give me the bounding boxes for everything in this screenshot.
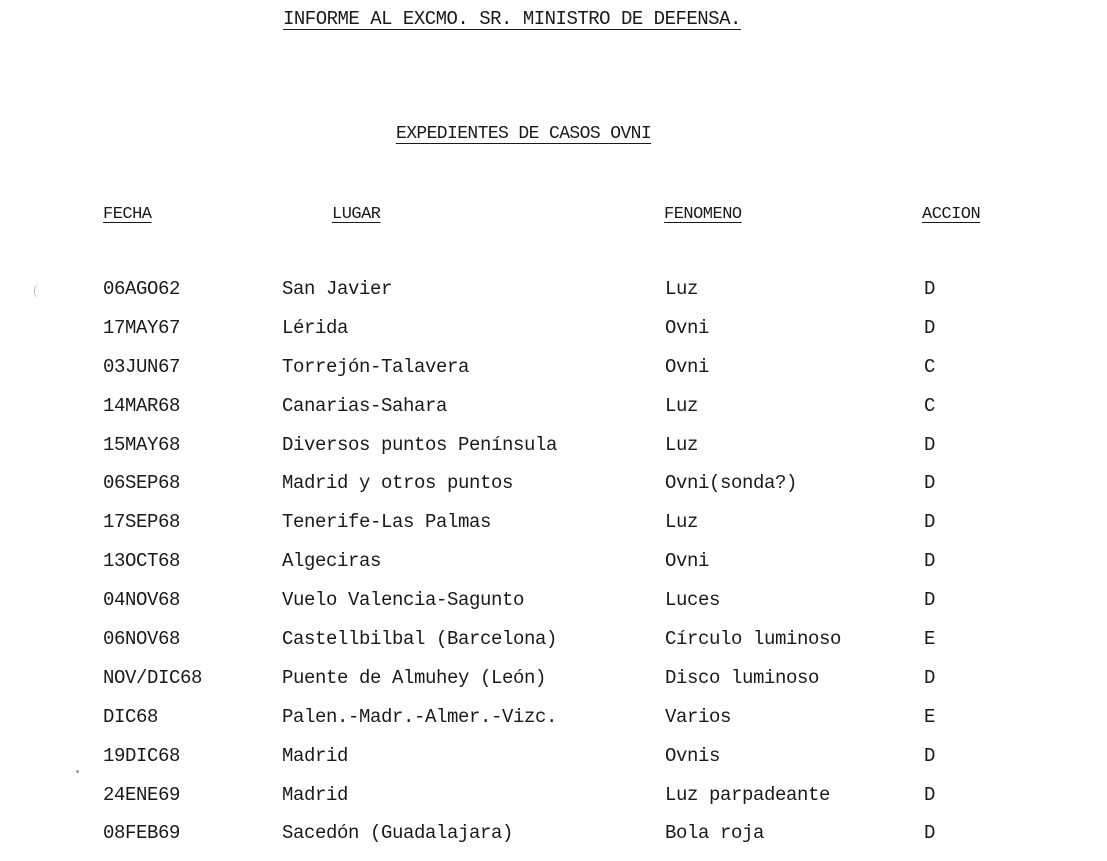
cell-fenomeno: Luz — [665, 433, 699, 456]
cell-accion: D — [924, 433, 936, 456]
cell-lugar: Madrid y otros puntos — [282, 472, 514, 495]
cell-fecha: 06AGO62 — [103, 278, 181, 300]
cell-lugar: Sacedón (Guadalajara) — [282, 822, 514, 845]
cell-fenomeno: Círculo luminoso — [665, 628, 842, 651]
table-row — [0, 667, 1107, 706]
cell-lugar: Algeciras — [282, 550, 382, 573]
table-row — [0, 317, 1107, 356]
cell-lugar: Vuelo Valencia-Sagunto — [282, 589, 525, 612]
cell-fecha: 08FEB69 — [103, 822, 181, 845]
cell-accion: C — [924, 394, 936, 417]
table-row — [0, 472, 1107, 511]
cell-fenomeno: Luz parpadeante — [665, 783, 831, 806]
cell-fecha: 06NOV68 — [103, 628, 181, 651]
cell-accion: D — [924, 744, 936, 767]
table-row — [0, 822, 1107, 861]
cell-fecha: NOV/DIC68 — [103, 666, 203, 689]
cell-lugar: San Javier — [282, 278, 393, 300]
table-row — [0, 395, 1107, 434]
column-header-lugar: LUGAR — [332, 205, 381, 224]
cell-fecha: DIC68 — [103, 705, 159, 728]
cell-lugar: Diversos puntos Península — [282, 433, 558, 456]
table-row — [0, 628, 1107, 667]
cell-lugar: Canarias-Sahara — [282, 394, 448, 417]
cell-accion: D — [924, 666, 936, 689]
table-row — [0, 434, 1107, 473]
cell-lugar: Tenerife-Las Palmas — [282, 511, 492, 534]
cell-fenomeno: Ovnis — [665, 744, 721, 767]
cell-fenomeno: Ovni(sonda?) — [665, 472, 798, 495]
column-header-fecha: FECHA — [103, 205, 152, 224]
cell-fenomeno: Luz — [665, 394, 699, 417]
table-row — [0, 745, 1107, 784]
cell-fecha: 17SEP68 — [103, 511, 181, 534]
cell-accion: C — [924, 355, 936, 378]
column-header-fenomeno: FENOMENO — [664, 205, 742, 224]
table-row — [0, 550, 1107, 589]
cell-fecha: 19DIC68 — [103, 744, 181, 767]
cell-lugar: Castellbilbal (Barcelona) — [282, 628, 558, 651]
table-row — [0, 356, 1107, 395]
cell-fenomeno: Luz — [665, 511, 699, 534]
cell-fecha: 04NOV68 — [103, 589, 181, 612]
table-row — [0, 589, 1107, 628]
cell-fecha: 17MAY67 — [103, 316, 181, 339]
cell-lugar: Madrid — [282, 744, 349, 767]
table-row — [0, 706, 1107, 745]
cell-accion: D — [924, 550, 936, 573]
table-row — [0, 511, 1107, 550]
cell-fenomeno: Varios — [665, 705, 732, 728]
cell-fecha: 24ENE69 — [103, 783, 181, 806]
cell-lugar: Torrejón-Talavera — [282, 355, 470, 378]
table-row — [0, 784, 1107, 823]
cell-lugar: Puente de Almuhey (León) — [282, 666, 547, 689]
cell-accion: D — [924, 589, 936, 612]
cell-lugar: Madrid — [282, 783, 349, 806]
cell-accion: D — [924, 511, 936, 534]
cell-fenomeno: Disco luminoso — [665, 666, 820, 689]
cell-accion: D — [924, 472, 936, 495]
cell-accion: D — [924, 316, 936, 339]
column-header-accion: ACCION — [922, 205, 981, 224]
table-row — [0, 278, 1107, 317]
cell-fenomeno: Luz — [665, 278, 699, 300]
cell-accion: E — [924, 705, 936, 728]
document-subtitle: EXPEDIENTES DE CASOS OVNI — [396, 124, 652, 144]
cell-fenomeno: Ovni — [665, 550, 710, 573]
cell-fenomeno: Ovni — [665, 316, 710, 339]
cell-fenomeno: Bola roja — [665, 822, 765, 845]
cell-lugar: Lérida — [282, 316, 349, 339]
cell-fecha: 03JUN67 — [103, 355, 181, 378]
document-title: INFORME AL EXCMO. SR. MINISTRO DE DEFENSA. — [283, 8, 741, 30]
cell-fenomeno: Ovni — [665, 355, 710, 378]
cell-accion: E — [924, 628, 936, 651]
cell-accion: D — [924, 278, 936, 300]
cell-fecha: 14MAR68 — [103, 394, 181, 417]
cell-fecha: 15MAY68 — [103, 433, 181, 456]
cell-fecha: 13OCT68 — [103, 550, 181, 573]
cell-accion: D — [924, 822, 936, 845]
cell-lugar: Palen.-Madr.-Almer.-Vizc. — [282, 705, 558, 728]
cell-fenomeno: Luces — [665, 589, 721, 612]
case-table — [0, 278, 1107, 861]
cell-fecha: 06SEP68 — [103, 472, 181, 495]
cell-accion: D — [924, 783, 936, 806]
